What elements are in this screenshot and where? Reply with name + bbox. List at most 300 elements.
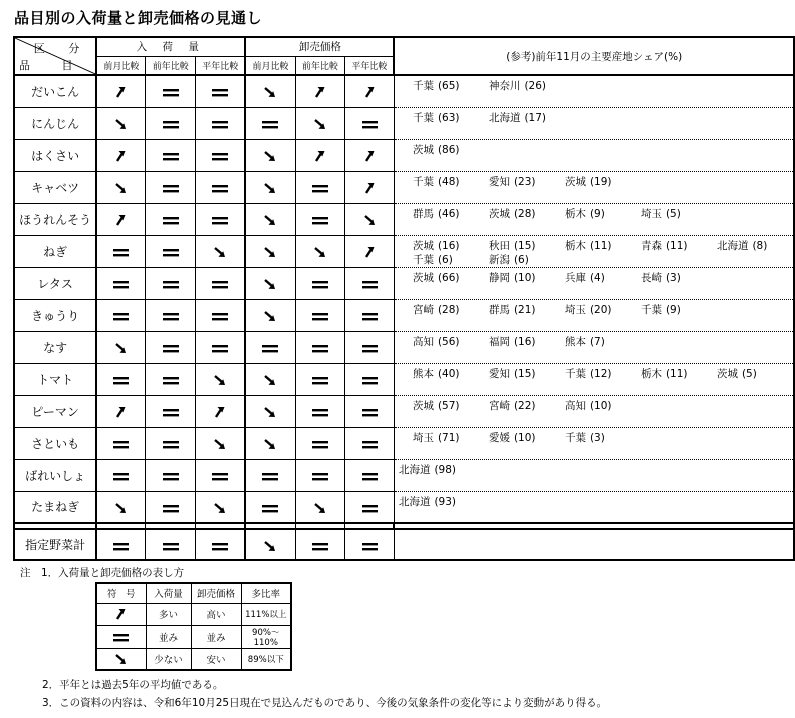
equal-icon <box>359 277 381 291</box>
share-entry <box>413 367 489 381</box>
nyuka-heinen-header: 平年比較 <box>196 56 246 75</box>
equal-icon <box>160 277 182 291</box>
kakaku-zennen-cell <box>295 363 345 395</box>
share-prefecture: 群馬 <box>412 207 434 220</box>
share-percent: (10) <box>589 399 612 412</box>
nyuka-zengetsu-cell <box>96 171 146 203</box>
kakaku-heinen-cell <box>345 203 395 235</box>
total-kakaku-heinen-cell <box>345 529 395 560</box>
nyuka-zennen-cell <box>146 171 196 203</box>
share-entry <box>565 271 641 285</box>
outlook-table <box>13 36 795 561</box>
down-arrow-icon <box>259 373 281 387</box>
share-entry <box>565 431 641 445</box>
share-prefecture: 熊本 <box>412 367 434 380</box>
down-arrow-icon <box>110 652 132 666</box>
nyuka-zennen-cell <box>146 235 196 267</box>
kakaku-heinen-cell <box>345 395 395 427</box>
kakaku-zengetsu-cell <box>245 139 295 171</box>
nyuka-heinen-cell <box>196 427 246 459</box>
share-entry <box>565 367 641 381</box>
share-percent: (57) <box>437 399 460 412</box>
equal-icon <box>359 437 381 451</box>
equal-icon <box>110 309 132 323</box>
legend-header-kakaku: 卸売価格 <box>191 583 241 603</box>
nyuka-zennen-cell <box>146 427 196 459</box>
share-entry <box>641 303 717 317</box>
share-percent: (63) <box>437 111 460 124</box>
share-entry <box>413 431 489 445</box>
share-prefecture: 茨城 <box>564 175 586 188</box>
share-percent: (20) <box>589 303 612 316</box>
kakaku-zennen-header: 前年比較 <box>295 56 345 75</box>
up-arrow-icon <box>110 149 132 163</box>
item-name: たまねぎ <box>14 491 96 523</box>
share-percent: (16) <box>513 335 536 348</box>
nyuka-zengetsu-cell <box>96 395 146 427</box>
legend-nyuka: 並み <box>146 625 191 648</box>
kakaku-zengetsu-cell <box>245 203 295 235</box>
kakaku-heinen-cell <box>345 363 395 395</box>
nyuka-zengetsu-header: 前月比較 <box>96 56 146 75</box>
share-percent: (21) <box>513 303 536 316</box>
down-arrow-icon <box>259 149 281 163</box>
nyuka-zennen-cell <box>146 267 196 299</box>
share-entry <box>413 143 489 157</box>
share-percent: (23) <box>513 175 536 188</box>
equal-icon <box>209 469 231 483</box>
share-percent: (9) <box>589 207 605 220</box>
share-percent: (10) <box>513 271 536 284</box>
nyuka-zengetsu-cell <box>96 235 146 267</box>
nyuka-zennen-cell <box>146 491 196 523</box>
nyuka-heinen-cell <box>196 235 246 267</box>
kakaku-heinen-cell <box>345 427 395 459</box>
table-row <box>14 459 794 491</box>
share-prefecture: 愛媛 <box>488 431 510 444</box>
share-prefecture: 長崎 <box>640 271 662 284</box>
table-row <box>14 427 794 459</box>
equal-icon <box>209 539 231 553</box>
legend-symbol <box>96 603 146 625</box>
share-entry <box>489 399 565 413</box>
legend-row <box>96 648 291 670</box>
share-percent: (3) <box>665 271 681 284</box>
kakaku-zennen-cell <box>295 459 345 491</box>
nyuka-heinen-cell <box>196 203 246 235</box>
equal-icon <box>359 117 381 131</box>
equal-icon <box>110 539 132 553</box>
note-2: 2．平年とは過去5年の平均値である。 <box>42 679 224 691</box>
nyuka-heinen-cell <box>196 395 246 427</box>
item-name: なす <box>14 331 96 363</box>
nyuka-heinen-cell <box>196 331 246 363</box>
share-cell <box>394 363 794 395</box>
share-percent: (46) <box>437 207 460 220</box>
note-1: 注 1．入荷量と卸売価格の表し方 <box>20 567 185 579</box>
nyuka-zennen-cell <box>146 395 196 427</box>
nyuka-zengetsu-cell <box>96 75 146 107</box>
nyuka-zennen-cell <box>146 331 196 363</box>
nyukaryo-header: 入 荷 量 <box>96 37 245 56</box>
nyuka-heinen-cell <box>196 139 246 171</box>
equal-icon <box>309 181 331 195</box>
down-arrow-icon <box>309 501 331 515</box>
kakaku-zengetsu-cell <box>245 331 295 363</box>
share-percent: (8) <box>752 239 768 252</box>
share-prefecture: 栃木 <box>640 367 662 380</box>
equal-icon <box>160 213 182 227</box>
nyuka-zengetsu-cell <box>96 427 146 459</box>
share-prefecture: 栃木 <box>564 207 586 220</box>
table-row <box>14 331 794 363</box>
equal-icon <box>359 469 381 483</box>
item-name: トマト <box>14 363 96 395</box>
equal-icon <box>160 309 182 323</box>
kakaku-zennen-cell <box>295 267 345 299</box>
equal-icon <box>160 501 182 515</box>
legend-row <box>96 625 291 648</box>
share-prefecture: 新潟 <box>488 253 510 266</box>
kakaku-zengetsu-cell <box>245 299 295 331</box>
down-arrow-icon <box>259 539 281 553</box>
legend-header-ratio: 多比率 <box>241 583 291 603</box>
share-prefecture: 静岡 <box>488 271 510 284</box>
kakaku-zengetsu-cell <box>245 171 295 203</box>
share-percent: (16) <box>437 239 460 252</box>
down-arrow-icon <box>259 245 281 259</box>
nyuka-heinen-cell <box>196 363 246 395</box>
share-cell <box>394 427 794 459</box>
share-entry <box>565 399 641 413</box>
note-3: 3．この資料の内容は、令和6年10月25日現在で見込んだものであり、今後の気象条件の変化等により変動があり得る。 <box>42 697 608 709</box>
nyuka-zengetsu-cell <box>96 107 146 139</box>
share-entry <box>399 463 475 477</box>
nyuka-zengetsu-cell <box>96 139 146 171</box>
kakaku-heinen-cell <box>345 331 395 363</box>
share-entry <box>565 175 641 189</box>
kakaku-zengetsu-cell <box>245 75 295 107</box>
down-arrow-icon <box>110 501 132 515</box>
share-percent: (65) <box>437 80 460 92</box>
share-prefecture: 兵庫 <box>564 271 586 284</box>
down-arrow-icon <box>259 213 281 227</box>
share-prefecture: 茨城 <box>412 399 434 412</box>
up-arrow-icon <box>309 85 331 99</box>
equal-icon <box>209 309 231 323</box>
kakaku-zennen-cell <box>295 395 345 427</box>
equal-icon <box>209 181 231 195</box>
kakaku-zennen-cell <box>295 203 345 235</box>
share-prefecture: 愛知 <box>488 367 510 380</box>
equal-icon <box>309 405 331 419</box>
share-prefecture: 北海道 <box>488 111 521 124</box>
share-line <box>399 79 793 93</box>
table-row <box>14 75 794 107</box>
total-share-cell <box>394 529 794 560</box>
share-entry <box>413 399 489 413</box>
equal-icon <box>110 630 132 644</box>
down-arrow-icon <box>209 501 231 515</box>
table-row <box>14 139 794 171</box>
share-percent: (9) <box>665 303 681 316</box>
share-cell <box>394 331 794 363</box>
share-entry <box>413 239 489 253</box>
down-arrow-icon <box>209 437 231 451</box>
legend-symbol <box>96 648 146 670</box>
share-entry <box>489 367 565 381</box>
item-name: だいこん <box>14 75 96 107</box>
nyuka-zennen-cell <box>146 459 196 491</box>
share-cell <box>394 75 794 107</box>
share-entry <box>565 335 641 349</box>
kakaku-zennen-cell <box>295 171 345 203</box>
share-entry <box>641 239 717 253</box>
equal-icon <box>160 437 182 451</box>
equal-icon <box>359 501 381 515</box>
share-percent: (93) <box>434 495 457 508</box>
share-entry <box>489 431 565 445</box>
legend-header-symbol: 符 号 <box>96 583 146 603</box>
share-prefecture: 福岡 <box>488 335 510 348</box>
legend-kakaku: 高い <box>191 603 241 625</box>
legend-ratio: 89%以下 <box>241 648 291 670</box>
equal-icon <box>309 213 331 227</box>
share-cell <box>394 299 794 331</box>
kakaku-heinen-cell <box>345 459 395 491</box>
item-name: ばれいしょ <box>14 459 96 491</box>
equal-icon <box>359 373 381 387</box>
equal-icon <box>309 309 331 323</box>
share-entry <box>489 239 565 253</box>
share-entry <box>641 271 717 285</box>
item-name: レタス <box>14 267 96 299</box>
share-entry <box>489 111 565 125</box>
equal-icon <box>209 277 231 291</box>
item-name: ピーマン <box>14 395 96 427</box>
share-prefecture: 茨城 <box>412 143 434 156</box>
equal-icon <box>110 437 132 451</box>
table-row <box>14 299 794 331</box>
equal-icon <box>359 405 381 419</box>
equal-icon <box>309 341 331 355</box>
share-prefecture: 埼玉 <box>412 431 434 444</box>
up-arrow-icon <box>209 405 231 419</box>
share-percent: (11) <box>665 239 688 252</box>
equal-icon <box>259 501 281 515</box>
nyuka-heinen-cell <box>196 299 246 331</box>
nyuka-zennen-header: 前年比較 <box>146 56 196 75</box>
share-prefecture: 茨城 <box>412 239 434 252</box>
share-percent: (28) <box>513 207 536 220</box>
equal-icon <box>209 213 231 227</box>
oroshi-header: 卸売価格 <box>245 37 394 56</box>
kakaku-heinen-cell <box>345 171 395 203</box>
down-arrow-icon <box>110 117 132 131</box>
share-percent: (40) <box>437 367 460 380</box>
share-prefecture: 神奈川 <box>488 80 521 92</box>
equal-icon <box>359 341 381 355</box>
down-arrow-icon <box>309 117 331 131</box>
kakaku-heinen-cell <box>345 107 395 139</box>
table-row <box>14 107 794 139</box>
share-percent: (48) <box>437 175 460 188</box>
share-prefecture: 茨城 <box>412 271 434 284</box>
share-line <box>399 175 793 189</box>
share-cell <box>394 459 794 491</box>
legend-row <box>96 603 291 625</box>
item-name: ほうれんそう <box>14 203 96 235</box>
share-line <box>399 271 793 285</box>
share-percent: (4) <box>589 271 605 284</box>
down-arrow-icon <box>110 341 132 355</box>
share-line <box>399 111 793 125</box>
legend-kakaku: 並み <box>191 625 241 648</box>
share-line <box>399 399 793 413</box>
share-line <box>399 463 793 477</box>
kubun-hinmoku-header <box>14 37 96 75</box>
equal-icon <box>359 309 381 323</box>
share-entry <box>717 239 793 253</box>
item-name: きゅうり <box>14 299 96 331</box>
table-row <box>14 363 794 395</box>
kakaku-zennen-cell <box>295 139 345 171</box>
share-entry <box>489 303 565 317</box>
up-arrow-icon <box>359 85 381 99</box>
kakaku-zennen-cell <box>295 427 345 459</box>
share-prefecture: 秋田 <box>488 239 510 252</box>
nyuka-zennen-cell <box>146 107 196 139</box>
equal-icon <box>309 539 331 553</box>
nyuka-zengetsu-cell <box>96 363 146 395</box>
equal-icon <box>259 469 281 483</box>
equal-icon <box>110 373 132 387</box>
share-entry <box>413 253 489 267</box>
share-prefecture: 愛知 <box>488 175 510 188</box>
kakaku-zennen-cell <box>295 331 345 363</box>
share-line <box>399 143 793 157</box>
share-prefecture: 千葉 <box>412 253 434 266</box>
nyuka-heinen-cell <box>196 171 246 203</box>
equal-icon <box>209 341 231 355</box>
table-row <box>14 491 794 523</box>
up-arrow-icon <box>359 181 381 195</box>
share-prefecture: 茨城 <box>488 207 510 220</box>
kakaku-zengetsu-header: 前月比較 <box>245 56 295 75</box>
share-percent: (5) <box>665 207 681 220</box>
share-prefecture: 高知 <box>564 399 586 412</box>
up-arrow-icon <box>110 213 132 227</box>
kakaku-zengetsu-cell <box>245 107 295 139</box>
equal-icon <box>110 469 132 483</box>
kakaku-zennen-cell <box>295 75 345 107</box>
share-cell <box>394 395 794 427</box>
share-entry <box>565 239 641 253</box>
share-entry <box>489 271 565 285</box>
down-arrow-icon <box>259 309 281 323</box>
share-entry <box>489 79 565 93</box>
share-entry <box>413 335 489 349</box>
nyuka-zengetsu-cell <box>96 491 146 523</box>
nyuka-zengetsu-cell <box>96 331 146 363</box>
equal-icon <box>359 539 381 553</box>
kakaku-zengetsu-cell <box>245 427 295 459</box>
equal-icon <box>110 277 132 291</box>
share-prefecture: 高知 <box>412 335 434 348</box>
kakaku-zengetsu-cell <box>245 363 295 395</box>
kakaku-zennen-cell <box>295 107 345 139</box>
table-row <box>14 267 794 299</box>
share-percent: (7) <box>589 335 605 348</box>
share-entry <box>717 367 793 381</box>
share-line <box>399 253 793 267</box>
equal-icon <box>259 117 281 131</box>
total-row <box>14 529 794 560</box>
share-cell <box>394 171 794 203</box>
equal-icon <box>160 469 182 483</box>
legend-symbol <box>96 625 146 648</box>
share-percent: (22) <box>513 399 536 412</box>
share-percent: (10) <box>513 431 536 444</box>
nyuka-heinen-cell <box>196 491 246 523</box>
equal-icon <box>160 373 182 387</box>
share-header: (参考)前年11月の主要産地シェア(%) <box>394 37 794 75</box>
kakaku-zengetsu-cell <box>245 267 295 299</box>
share-line <box>399 495 793 509</box>
equal-icon <box>110 245 132 259</box>
share-prefecture: 千葉 <box>564 431 586 444</box>
share-prefecture: 千葉 <box>640 303 662 316</box>
share-percent: (15) <box>513 239 536 252</box>
share-percent: (19) <box>589 175 612 188</box>
share-prefecture: 埼玉 <box>640 207 662 220</box>
share-percent: (28) <box>437 303 460 316</box>
equal-icon <box>309 373 331 387</box>
share-line <box>399 207 793 221</box>
share-percent: (98) <box>434 463 457 476</box>
nyuka-zengetsu-cell <box>96 267 146 299</box>
share-percent: (15) <box>513 367 536 380</box>
legend-ratio: 90%～110% <box>241 625 291 648</box>
table-row <box>14 171 794 203</box>
kakaku-heinen-cell <box>345 235 395 267</box>
item-name: さといも <box>14 427 96 459</box>
share-cell <box>394 107 794 139</box>
share-entry <box>413 303 489 317</box>
down-arrow-icon <box>359 213 381 227</box>
share-cell <box>394 491 794 523</box>
up-arrow-icon <box>110 85 132 99</box>
share-entry <box>489 253 565 267</box>
down-arrow-icon <box>259 85 281 99</box>
share-entry <box>413 207 489 221</box>
up-arrow-icon <box>359 149 381 163</box>
share-entry <box>565 207 641 221</box>
kakaku-zennen-cell <box>295 299 345 331</box>
item-name: ねぎ <box>14 235 96 267</box>
share-percent: (6) <box>513 253 529 266</box>
share-prefecture: 千葉 <box>412 111 434 124</box>
legend-nyuka: 少ない <box>146 648 191 670</box>
nyuka-zennen-cell <box>146 363 196 395</box>
legend-kakaku: 安い <box>191 648 241 670</box>
share-percent: (66) <box>437 271 460 284</box>
nyuka-zennen-cell <box>146 203 196 235</box>
share-prefecture: 宮崎 <box>488 399 510 412</box>
kakaku-zengetsu-cell <box>245 459 295 491</box>
legend-nyuka: 多い <box>146 603 191 625</box>
share-percent: (56) <box>437 335 460 348</box>
